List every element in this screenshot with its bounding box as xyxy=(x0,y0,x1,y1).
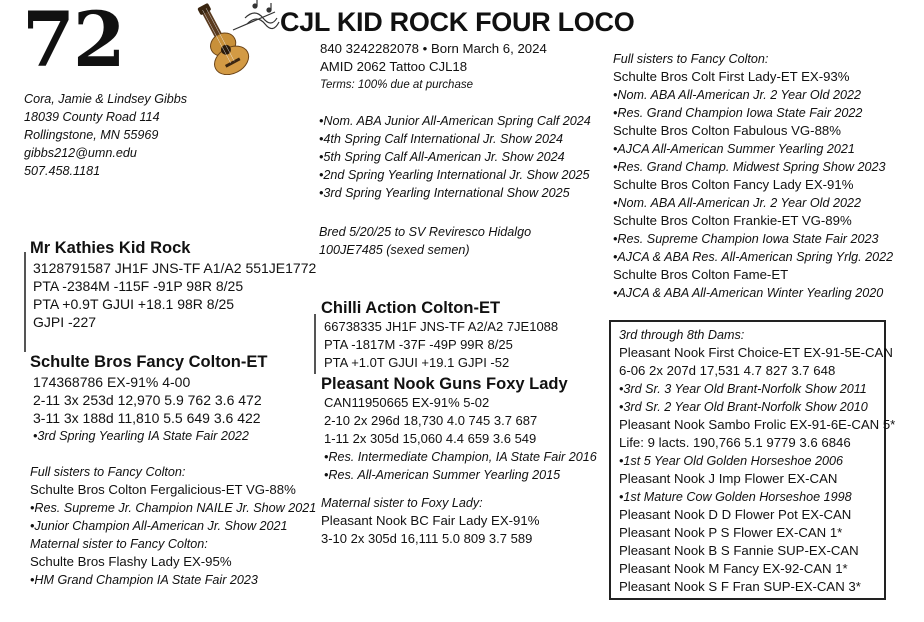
sister-name: Pleasant Nook BC Fair Lady EX-91% xyxy=(321,513,540,528)
sire-line: 3128791587 JH1F JNS-TF A1/A2 551JE1772 xyxy=(33,260,317,276)
sister-record: 3-10 2x 305d 16,111 5.0 809 3.7 589 xyxy=(321,531,533,546)
dam-line: 174368786 EX-91% 4-00 xyxy=(33,374,191,390)
cow-name: Pleasant Nook Sambo Frolic EX-91-6E-CAN 5* xyxy=(619,417,896,432)
honor-line: •1st 5 Year Old Golden Horseshoe 2006 xyxy=(619,454,844,468)
dam-line: 3-11 3x 188d 11,810 5.5 649 3.6 422 xyxy=(33,410,261,426)
grandsire-bracket xyxy=(314,314,316,374)
bred-line: 100JE7485 (sexed semen) xyxy=(319,243,470,257)
animal-honor: •Nom. ABA Junior All-American Spring Calf 2024 xyxy=(319,114,591,128)
cow-name: Schulte Bros Colt First Lady-ET EX-93% xyxy=(613,69,850,84)
granddam-sister xyxy=(321,494,539,548)
granddam-name: Pleasant Nook Guns Foxy Lady xyxy=(321,375,568,393)
dam-name: Schulte Bros Fancy Colton-ET xyxy=(30,353,268,371)
cow-name: Schulte Bros Colton Fancy Lady EX-91% xyxy=(613,177,854,192)
animal-honor: •4th Spring Calf International Jr. Show 2024 xyxy=(319,132,564,146)
honor-line: •Res. Supreme Champion Iowa State Fair 2023 xyxy=(613,232,879,246)
animal-honors xyxy=(319,112,591,202)
sister-honor: •HM Grand Champion IA State Fair 2023 xyxy=(30,573,258,587)
animal-honor: •2nd Spring Yearling International Jr. Show 2025 xyxy=(319,168,590,182)
honor-line: •Nom. ABA All-American Jr. 2 Year Old 2022 xyxy=(613,88,861,102)
granddam-honor: •Res. Intermediate Champion, IA State Fair 2016 xyxy=(324,450,597,464)
sister-name: Schulte Bros Colton Fergalicious-ET VG-88% xyxy=(30,482,296,497)
consignor-city: Rollingstone, MN 55969 xyxy=(24,128,159,142)
sister-honor: •Junior Champion All-American Jr. Show 2021 xyxy=(30,519,288,533)
cow-name: Pleasant Nook First Choice-ET EX-91-5E-CAN xyxy=(619,345,893,360)
consignor-block xyxy=(24,90,187,180)
cow-name: Pleasant Nook J Imp Flower EX-CAN xyxy=(619,471,838,486)
granddam-line: 2-10 2x 296d 18,730 4.0 745 3.7 687 xyxy=(324,413,538,428)
grandsire-line: 66738335 JH1F JNS-TF A2/A2 7JE1088 xyxy=(324,319,559,334)
cow-name: Pleasant Nook M Fancy EX-92-CAN 1* xyxy=(619,561,848,576)
full-sisters-left xyxy=(30,463,316,589)
sire-line: PTA -2384M -115F -91P 98R 8/25 xyxy=(33,278,244,294)
animal-terms: Terms: 100% due at purchase xyxy=(320,79,473,91)
consignor-email: gibbs212@umn.edu xyxy=(24,146,137,160)
cow-name: Pleasant Nook P S Flower EX-CAN 1* xyxy=(619,525,843,540)
dams-list xyxy=(619,344,895,596)
granddam-line: CAN11950665 EX-91% 5-02 xyxy=(324,395,490,410)
section-heading: Maternal sister to Foxy Lady: xyxy=(321,496,483,510)
grandsire-line: PTA +1.0T GJUI +19.1 GJPI -52 xyxy=(324,355,510,370)
breeding-info xyxy=(319,223,531,259)
consignor-name: Cora, Jamie & Lindsey Gibbs xyxy=(24,92,188,106)
animal-ids: 840 3242282078 • Born March 6, 2024 xyxy=(320,41,547,56)
animal-honor: •3rd Spring Yearling International Show 2025 xyxy=(319,186,570,200)
cow-name: Schulte Bros Colton Fabulous VG-88% xyxy=(613,123,841,138)
section-heading: Maternal sister to Fancy Colton: xyxy=(30,537,208,551)
honor-line: •AJCA & ABA All-American Winter Yearling 2020 xyxy=(613,286,884,300)
honor-line: •Res. Grand Champion Iowa State Fair 2022 xyxy=(613,106,863,120)
page-title: CJL KID ROCK FOUR LOCO xyxy=(280,7,635,37)
honor-line: •3rd Sr. 3 Year Old Brant-Norfolk Show 2011 xyxy=(619,382,867,396)
bred-line: Bred 5/20/25 to SV Reviresco Hidalgo xyxy=(319,225,532,239)
honor-line: •1st Mature Cow Golden Horseshoe 1998 xyxy=(619,490,852,504)
cow-name: Pleasant Nook S F Fran SUP-EX-CAN 3* xyxy=(619,579,861,594)
honor-line: •Nom. ABA All-American Jr. 2 Year Old 2022 xyxy=(613,196,861,210)
guitar-icon xyxy=(185,0,280,75)
dam-details xyxy=(33,373,262,445)
dams-box xyxy=(609,320,896,600)
consignor-phone: 507.458.1181 xyxy=(24,164,101,178)
honor-line: •3rd Sr. 2 Year Old Brant-Norfolk Show 2010 xyxy=(619,400,868,414)
honor-line: •AJCA & ABA Res. All-American Spring Yrlg. 2022 xyxy=(613,250,894,264)
cow-name: Pleasant Nook B S Fannie SUP-EX-CAN xyxy=(619,543,859,558)
consignor-street: 18039 County Road 114 xyxy=(24,110,160,124)
sister-honor: •Res. Supreme Jr. Champion NAILE Jr. Show 2021 xyxy=(30,501,317,515)
record-line: Life: 9 lacts. 190,766 5.1 9779 3.6 6846 xyxy=(619,435,851,450)
animal-info xyxy=(320,40,547,94)
grandsire-name: Chilli Action Colton-ET xyxy=(321,299,501,317)
animal-honor: •5th Spring Calf All-American Jr. Show 2024 xyxy=(319,150,565,164)
grandsire-details xyxy=(324,318,558,372)
animal-amid: AMID 2062 Tattoo CJL18 xyxy=(320,59,468,74)
honor-line: •Res. Grand Champ. Midwest Spring Show 2023 xyxy=(613,160,886,174)
cow-name: Schulte Bros Colton Fame-ET xyxy=(613,267,789,282)
full-sisters-right xyxy=(613,50,893,302)
section-heading: Full sisters to Fancy Colton: xyxy=(30,465,186,479)
sire-line: GJPI -227 xyxy=(33,314,97,330)
sire-name: Mr Kathies Kid Rock xyxy=(30,239,191,257)
cow-name: Schulte Bros Colton Frankie-ET VG-89% xyxy=(613,213,852,228)
dam-honor: •3rd Spring Yearling IA State Fair 2022 xyxy=(33,429,249,443)
record-line: 6-06 2x 207d 17,531 4.7 827 3.7 648 xyxy=(619,363,836,378)
sire-details xyxy=(33,259,316,331)
section-heading: 3rd through 8th Dams: xyxy=(619,328,745,342)
lot-number: 72 xyxy=(22,0,124,84)
full-sisters-list xyxy=(613,68,893,302)
granddam-honor: •Res. All-American Summer Yearling 2015 xyxy=(324,468,561,482)
granddam-details xyxy=(324,394,597,484)
sire-bracket xyxy=(24,252,26,352)
grandsire-line: PTA -1817M -37F -49P 99R 8/25 xyxy=(324,337,513,352)
honor-line: •AJCA All-American Summer Yearling 2021 xyxy=(613,142,855,156)
sire-line: PTA +0.9T GJUI +18.1 98R 8/25 xyxy=(33,296,235,312)
dam-line: 2-11 3x 253d 12,970 5.9 762 3.6 472 xyxy=(33,392,262,408)
granddam-line: 1-11 2x 305d 15,060 4.4 659 3.6 549 xyxy=(324,431,537,446)
sister-name: Schulte Bros Flashy Lady EX-95% xyxy=(30,554,232,569)
section-heading: Full sisters to Fancy Colton: xyxy=(613,52,769,66)
cow-name: Pleasant Nook D D Flower Pot EX-CAN xyxy=(619,507,852,522)
